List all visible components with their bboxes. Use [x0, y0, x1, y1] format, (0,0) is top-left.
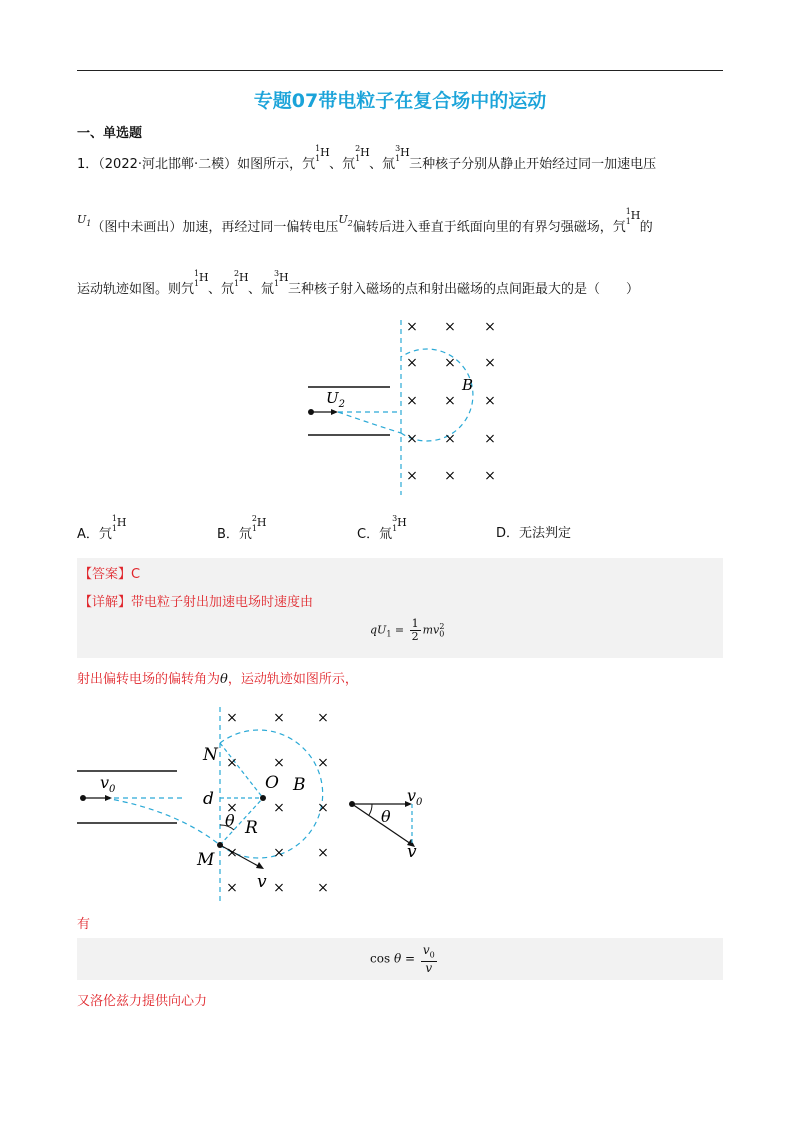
theta-label: θ — [225, 811, 235, 830]
isotope-h1: 1 1 H — [315, 144, 330, 163]
d-label: d — [203, 789, 214, 809]
isotope-h1: 1 1 H — [194, 269, 209, 288]
field-cross: × — [406, 355, 418, 371]
m-label: M — [197, 850, 215, 870]
option-d[interactable]: D．无法判定 — [496, 526, 572, 541]
field-cross: × — [273, 880, 285, 896]
field-cross: × — [484, 319, 496, 335]
u1-symbol: U1 — [77, 213, 92, 229]
formula-box — [77, 938, 723, 980]
n-label: N — [203, 745, 218, 765]
lorentz-line: 又洛伦兹力提供向心力 — [77, 994, 208, 1009]
deflection-path — [338, 412, 401, 433]
question-line-3 — [77, 269, 640, 297]
field-cross: × — [226, 880, 238, 896]
triangle-theta-arc — [369, 804, 372, 815]
formula-cos: cos θ = $\frac{v_0}{v}$ — [370, 943, 435, 976]
question-text: 、氚 — [248, 282, 275, 297]
figure-trajectory-2 — [75, 705, 455, 905]
v-label: v — [257, 872, 267, 892]
isotope-h1: 1 1 H — [625, 207, 641, 226]
arrow-head — [105, 795, 112, 801]
field-cross: × — [444, 319, 456, 335]
field-crosses — [226, 710, 329, 896]
top-rule — [77, 70, 723, 71]
question-text: 的 — [639, 220, 653, 235]
question-line-1 — [77, 144, 657, 172]
isotope-h3: 3 1 H — [395, 144, 410, 163]
isotope-h2: 2 1 H — [234, 269, 249, 288]
field-cross: × — [226, 845, 238, 861]
option-a[interactable]: A．氕 1 1 H — [77, 514, 127, 542]
option-c[interactable]: C．氚 3 1 H — [357, 514, 407, 542]
question-text: 三种核子分别从静止开始经过同一加速电压 — [409, 157, 657, 172]
answer-line: 【答案】C — [79, 567, 141, 582]
u2-label: $U_2$ — [326, 389, 346, 410]
question-line-2 — [77, 207, 653, 236]
triangle-v0-label: $v_0$ — [407, 786, 423, 808]
field-cross: × — [273, 710, 285, 726]
formula-energy: $qU_1$ = $\frac{1}{2}$ $mv_0^2$ — [370, 617, 445, 643]
question-text: 运动轨迹如图。则氕 — [77, 282, 195, 297]
field-cross: × — [484, 355, 496, 371]
field-cross: × — [317, 755, 329, 771]
field-cross: × — [406, 468, 418, 484]
answer-box — [77, 558, 723, 658]
field-cross: × — [484, 468, 496, 484]
o-label: O — [265, 773, 279, 793]
question-text: 、氘 — [329, 157, 356, 172]
r-label: R — [245, 818, 258, 838]
question-text: 、氘 — [208, 282, 235, 297]
question-text: 、氚 — [369, 157, 396, 172]
field-cross: × — [226, 755, 238, 771]
page-title: 专题07带电粒子在复合场中的运动 — [253, 90, 547, 112]
b-label: B — [293, 775, 306, 795]
field-cross: × — [273, 845, 285, 861]
isotope-h2: 2 1 H — [355, 144, 370, 163]
section-heading: 一、单选题 — [77, 126, 143, 141]
isotope-h3: 3 1 H — [274, 269, 289, 288]
field-cross: × — [444, 355, 456, 371]
question-text: 1．（2022·河北邯郸·二模）如图所示，氕 — [77, 157, 316, 172]
b-label: B — [462, 376, 474, 394]
field-cross: × — [317, 800, 329, 816]
field-cross: × — [444, 468, 456, 484]
field-cross: × — [484, 431, 496, 447]
field-cross: × — [484, 393, 496, 409]
question-text: （图中未画出）加速，再经过同一偏转电压 — [91, 220, 339, 235]
field-cross: × — [406, 319, 418, 335]
option-b[interactable]: B．氘 2 1 H — [217, 514, 267, 542]
detail-line: 【详解】带电粒子射出加速电场时速度由 — [79, 595, 314, 610]
question-text: 三种核子射入磁场的点和射出磁场的点间距最大的是（ ） — [288, 282, 640, 297]
field-cross: × — [273, 755, 285, 771]
triangle-v-label: v — [407, 842, 417, 862]
field-cross: × — [406, 393, 418, 409]
field-cross: × — [317, 880, 329, 896]
field-cross: × — [226, 800, 238, 816]
question-text: 偏转后进入垂直于纸面向里的有界匀强磁场，氕 — [352, 220, 626, 235]
deflection-angle-line: 射出偏转电场的偏转角为θ，运动轨迹如图所示， — [77, 672, 358, 687]
field-cross: × — [406, 431, 418, 447]
you-line: 有 — [77, 917, 91, 932]
v0-label: $v_0$ — [100, 773, 116, 795]
field-cross: × — [317, 710, 329, 726]
u2-symbol: U2 — [338, 213, 353, 229]
circular-arc — [220, 730, 323, 858]
field-cross: × — [444, 431, 456, 447]
center-o-dot — [260, 795, 266, 801]
field-cross: × — [273, 800, 285, 816]
field-cross: × — [226, 710, 238, 726]
figure-trajectory-1 — [300, 315, 520, 495]
field-cross: × — [444, 393, 456, 409]
arrow-head — [331, 409, 338, 415]
field-crosses — [406, 319, 496, 484]
field-cross: × — [317, 845, 329, 861]
triangle-theta-label: θ — [381, 807, 391, 826]
